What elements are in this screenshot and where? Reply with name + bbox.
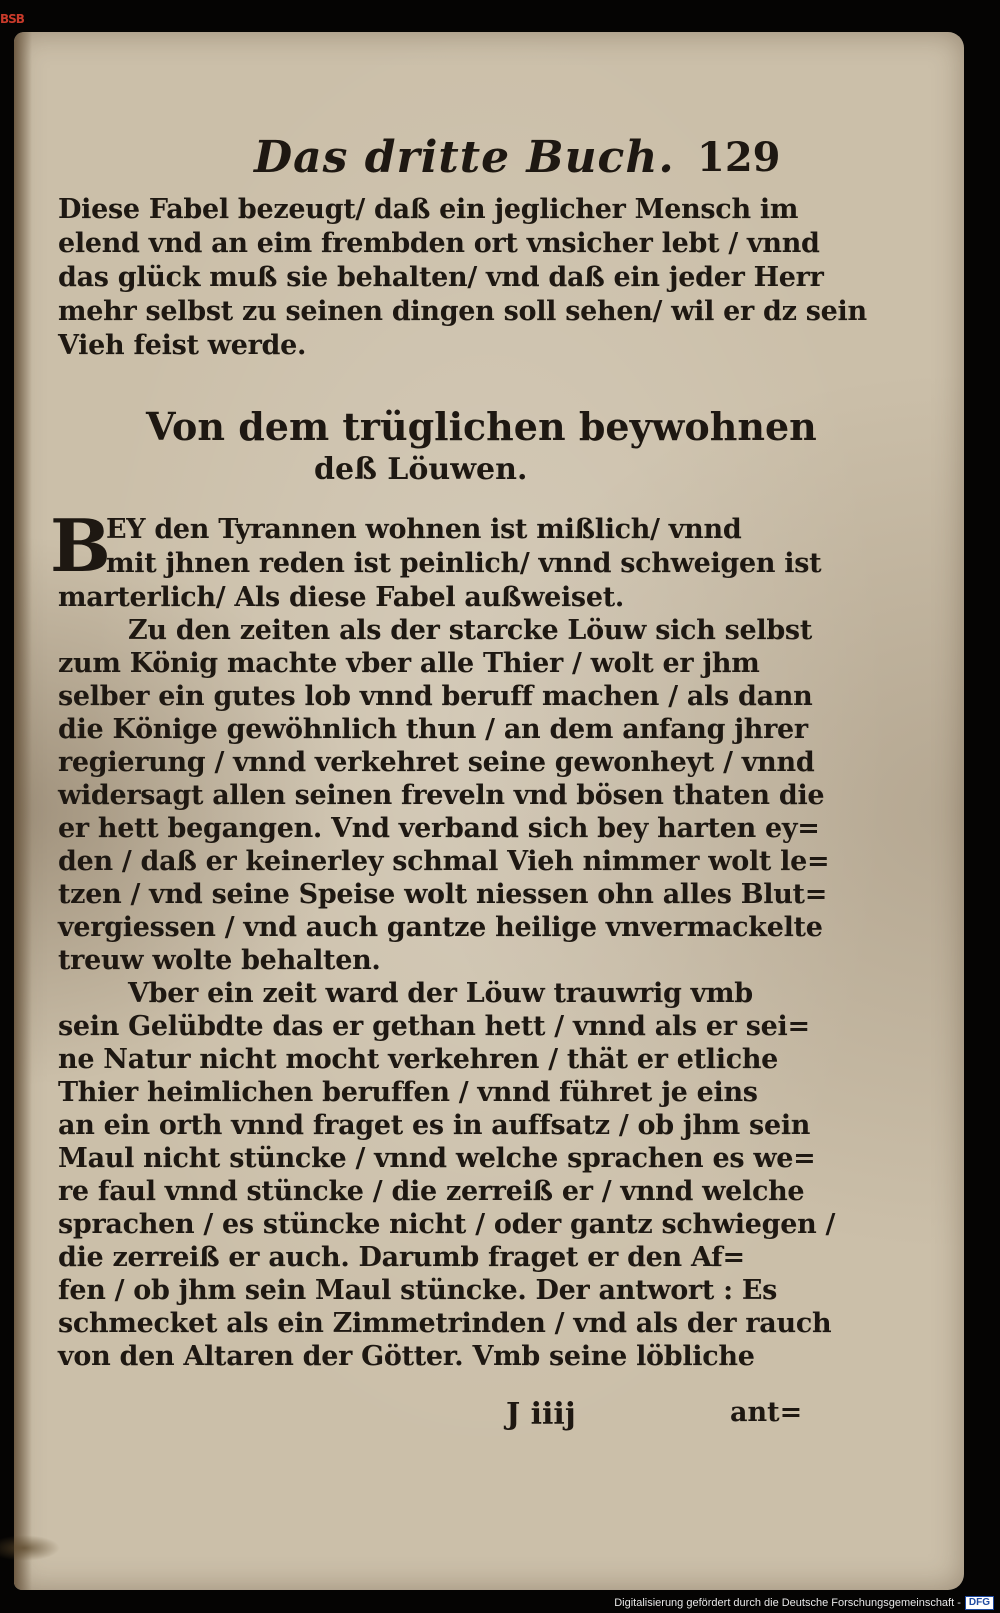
page-gutter-shadow [14, 32, 32, 1590]
text-line: widersagt allen seinen freveln vnd bösen thaten die [58, 780, 825, 811]
section-heading-continued: deß Löuwen. [314, 452, 528, 487]
page-edge-smudge [0, 1535, 60, 1561]
text-line: Thier heimlichen beruffen / vnnd führet je eins [58, 1077, 758, 1108]
signature-mark: J iiij [506, 1397, 576, 1432]
text-line: an ein orth vnnd fraget es in auffsatz / ob jhm sein [58, 1110, 811, 1141]
text-line: re faul vnnd stüncke / die zerreiß er / vnnd welche [58, 1176, 805, 1207]
text-line: ne Natur nicht mocht verkehren / thät er etliche [58, 1044, 779, 1075]
text-line: EY den Tyrannen wohnen ist mißlich/ vnnd [106, 514, 742, 545]
text-line: elend vnd an eim frembden ort vnsicher lebt / vnnd [58, 228, 820, 259]
text-line: mehr selbst zu seinen dingen soll sehen/ wil er dz sein [58, 296, 867, 327]
text-line: das glück muß sie behalten/ vnd daß ein jeder Herr [58, 262, 824, 293]
text-line: fen / ob jhm sein Maul stüncke. Der antwort : Es [58, 1275, 778, 1306]
library-corner-mark: BSB [0, 12, 24, 26]
text-line: regierung / vnnd verkehret seine gewonheyt / vnnd [58, 747, 815, 778]
text-line: tzen / vnd seine Speise wolt niessen ohn alles Blut= [58, 879, 828, 910]
dfg-logo: DFG [965, 1596, 994, 1610]
text-line: den / daß er keinerley schmal Vieh nimmer wolt le= [58, 846, 830, 877]
text-line: selber ein gutes lob vnnd beruff machen / als dann [58, 681, 813, 712]
credit-text: Digitalisierung gefördert durch die Deutsche Forschungsgemeinschaft - [614, 1597, 961, 1609]
text-line: mit jhnen reden ist peinlich/ vnnd schweigen ist [106, 548, 822, 579]
digitization-credit [614, 1596, 994, 1610]
text-line: die zerreiß er auch. Darumb fraget er den Af= [58, 1242, 745, 1273]
text-line: Diese Fabel bezeugt/ daß ein jeglicher Mensch im [58, 194, 799, 225]
text-line: Zu den zeiten als der starcke Löuw sich selbst [128, 615, 813, 646]
text-line: Vber ein zeit ward der Löuw trauwrig vmb [128, 978, 753, 1009]
text-line: sprachen / es stüncke nicht / oder gantz schwiegen / [58, 1209, 836, 1240]
text-line: die Könige gewöhnlich thun / an dem anfang jhrer [58, 714, 808, 745]
text-line: sein Gelübdte das er gethan hett / vnnd als er sei= [58, 1011, 810, 1042]
text-line: Vieh feist werde. [58, 330, 307, 361]
page-number: 129 [697, 134, 781, 181]
catchword: ant= [730, 1397, 803, 1428]
section-heading: Von dem trüglichen beywohnen [146, 404, 817, 449]
text-line: schmecket als ein Zimmetrinden / vnd als der rauch [58, 1308, 832, 1339]
running-head: Das dritte Buch. [254, 132, 675, 183]
text-line: vergiessen / vnd auch gantze heilige vnvermackelte [58, 912, 823, 943]
text-line: Maul nicht stüncke / vnnd welche sprachen es we= [58, 1143, 816, 1174]
text-line: er hett begangen. Vnd verband sich bey harten ey= [58, 813, 820, 844]
text-line: marterlich/ Als diese Fabel außweiset. [58, 582, 624, 613]
book-page [14, 32, 964, 1590]
drop-initial: B [50, 503, 111, 588]
text-line: treuw wolte behalten. [58, 945, 381, 976]
text-line: zum König machte vber alle Thier / wolt er jhm [58, 648, 760, 679]
text-line: von den Altaren der Götter. Vmb seine löbliche [58, 1341, 755, 1372]
